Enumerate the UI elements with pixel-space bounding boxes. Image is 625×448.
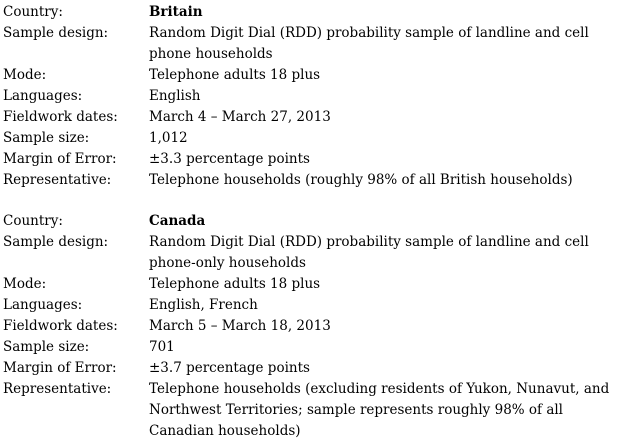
value-sample-size: 1,012 bbox=[149, 130, 188, 146]
value-representative: Telephone households (roughly 98% of all British households) bbox=[149, 172, 573, 188]
value-country: Canada bbox=[149, 213, 206, 229]
row-languages bbox=[0, 86, 625, 107]
value-sample-design: Random Digit Dial (RDD) probability sample of landline and cell phone-only households bbox=[149, 234, 589, 271]
row-country bbox=[0, 2, 625, 23]
label-country: Country: bbox=[3, 4, 63, 20]
label-languages: Languages: bbox=[3, 88, 83, 104]
row-representative bbox=[0, 170, 625, 191]
row-margin-of-error bbox=[0, 358, 625, 379]
value-country: Britain bbox=[149, 4, 203, 20]
row-representative bbox=[0, 379, 625, 442]
label-country: Country: bbox=[3, 213, 63, 229]
value-mode: Telephone adults 18 plus bbox=[149, 67, 321, 83]
label-margin-of-error: Margin of Error: bbox=[3, 360, 117, 376]
label-representative: Representative: bbox=[3, 381, 112, 397]
row-fieldwork-dates bbox=[0, 316, 625, 337]
row-mode bbox=[0, 274, 625, 295]
value-mode: Telephone adults 18 plus bbox=[149, 276, 321, 292]
row-fieldwork-dates bbox=[0, 107, 625, 128]
label-mode: Mode: bbox=[3, 67, 47, 83]
value-representative: Telephone households (excluding residents of Yukon, Nunavut, and Northwest Territories; sample represents roughly 98% of all Canadian households) bbox=[149, 381, 610, 439]
country-block-britain bbox=[0, 2, 625, 191]
value-margin-of-error: ±3.7 percentage points bbox=[149, 360, 310, 376]
value-fieldwork-dates: March 4 – March 27, 2013 bbox=[149, 109, 331, 125]
label-fieldwork-dates: Fieldwork dates: bbox=[3, 109, 118, 125]
row-sample-design bbox=[0, 23, 625, 65]
row-mode bbox=[0, 65, 625, 86]
row-margin-of-error bbox=[0, 149, 625, 170]
label-languages: Languages: bbox=[3, 297, 83, 313]
label-sample-design: Sample design: bbox=[3, 234, 109, 250]
value-fieldwork-dates: March 5 – March 18, 2013 bbox=[149, 318, 331, 334]
row-country bbox=[0, 211, 625, 232]
row-sample-design bbox=[0, 232, 625, 274]
country-block-canada bbox=[0, 211, 625, 442]
label-mode: Mode: bbox=[3, 276, 47, 292]
row-sample-size bbox=[0, 128, 625, 149]
row-languages bbox=[0, 295, 625, 316]
value-languages: English, French bbox=[149, 297, 258, 313]
row-sample-size bbox=[0, 337, 625, 358]
label-margin-of-error: Margin of Error: bbox=[3, 151, 117, 167]
label-fieldwork-dates: Fieldwork dates: bbox=[3, 318, 118, 334]
label-sample-size: Sample size: bbox=[3, 339, 90, 355]
label-sample-size: Sample size: bbox=[3, 130, 90, 146]
value-sample-size: 701 bbox=[149, 339, 175, 355]
value-sample-design: Random Digit Dial (RDD) probability sample of landline and cell phone households bbox=[149, 25, 589, 62]
label-sample-design: Sample design: bbox=[3, 25, 109, 41]
label-representative: Representative: bbox=[3, 172, 112, 188]
value-margin-of-error: ±3.3 percentage points bbox=[149, 151, 310, 167]
value-languages: English bbox=[149, 88, 201, 104]
